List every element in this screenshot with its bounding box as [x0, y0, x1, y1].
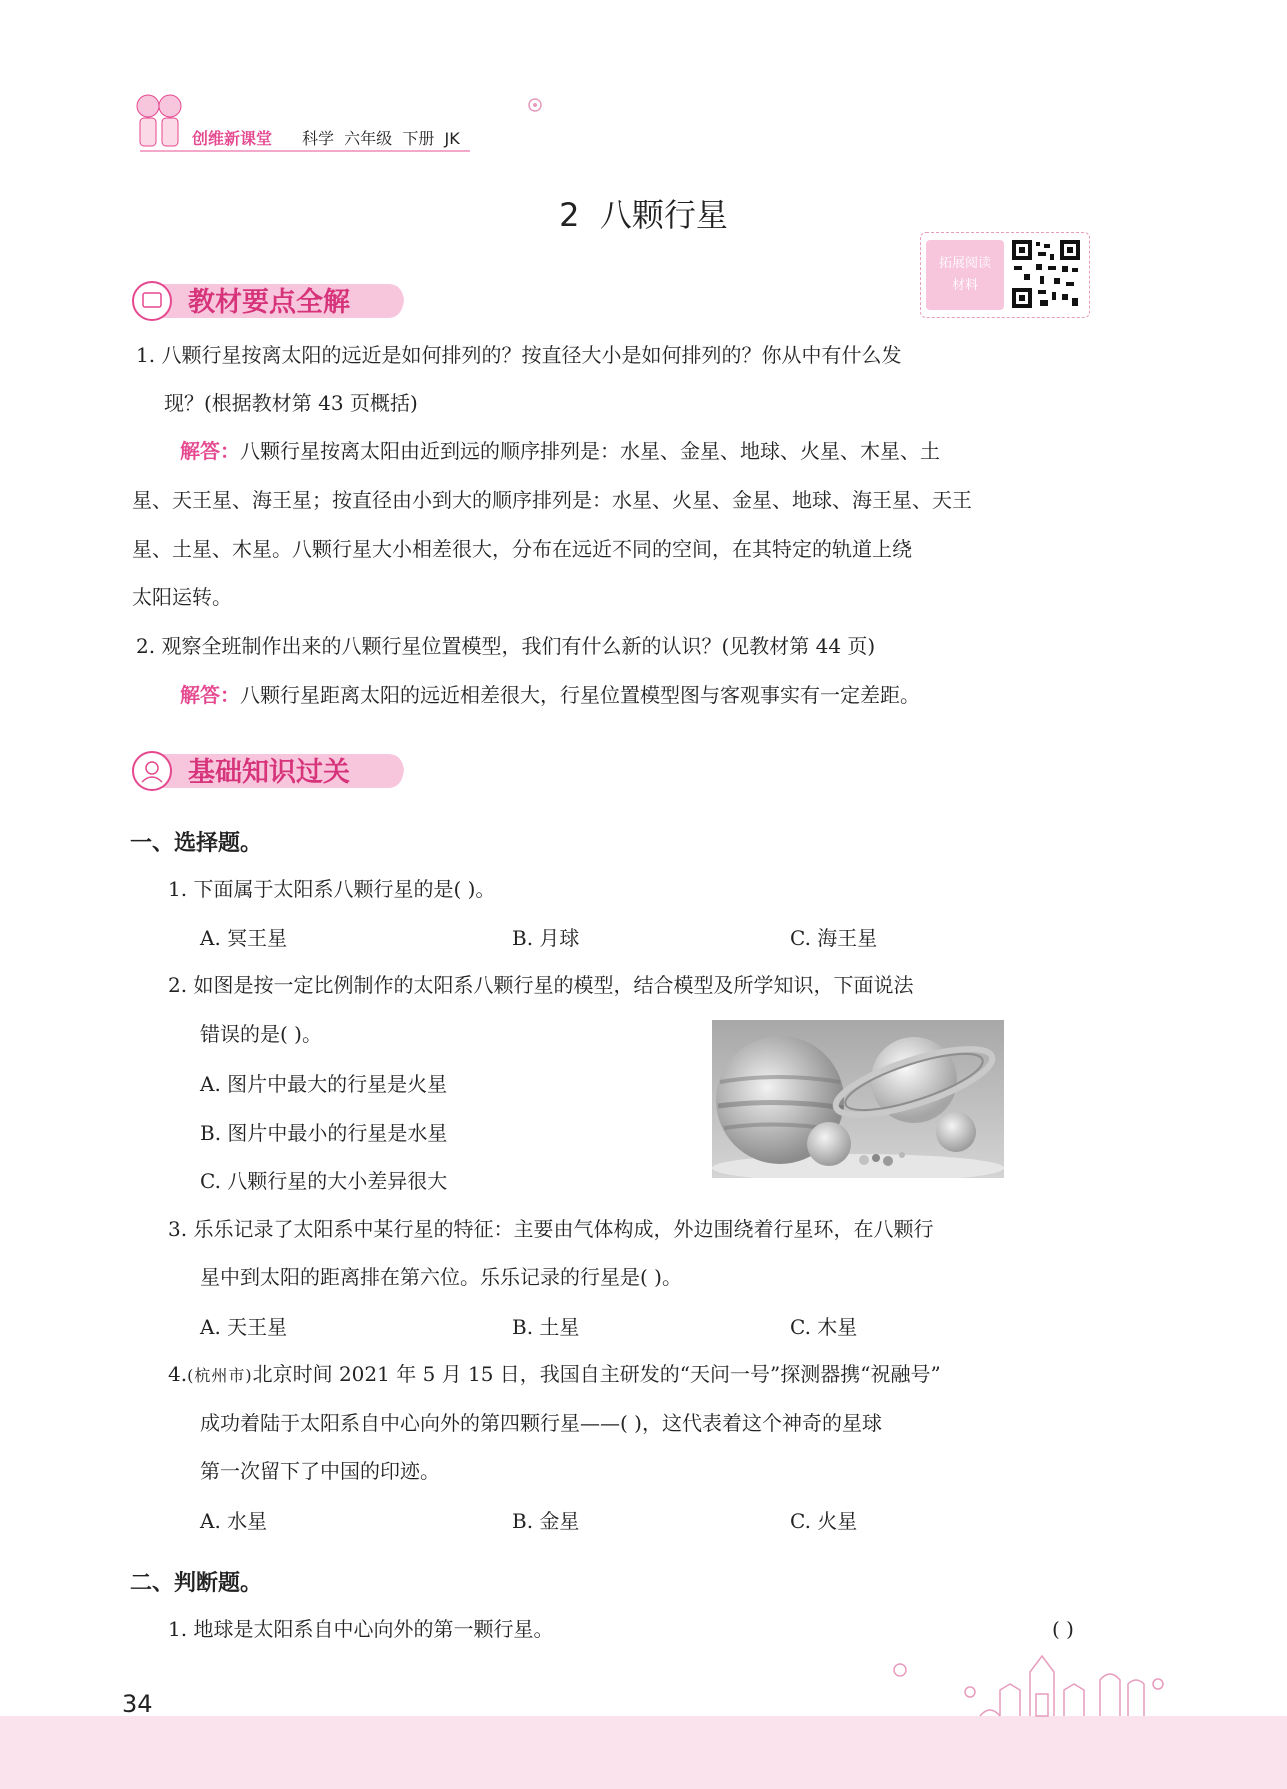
section1-title: 教材要点全解: [188, 287, 350, 318]
c3-option-a: A. 天王星: [200, 1315, 288, 1339]
q1-line1: 1. 八颗行星按离太阳的远近是如何排列的？按直径大小是如何排列的？你从中有什么发: [136, 343, 902, 367]
j1-stem: 1. 地球是太阳系自中心向外的第一颗行星。: [168, 1617, 554, 1641]
mascot-icon: [128, 88, 190, 154]
qr-label-line1: 拓展阅读: [938, 256, 991, 271]
c3-option-c: C. 木星: [790, 1315, 858, 1339]
q1-answer-line4: 太阳运转。: [132, 585, 232, 609]
j1-answer-bracket: ( ): [1052, 1617, 1074, 1641]
page-title: 2 八颗行星: [559, 196, 728, 234]
c3-option-b: B. 土星: [512, 1315, 580, 1339]
c1-option-a: A. 冥王星: [200, 926, 288, 950]
q2-line1: 2. 观察全班制作出来的八颗行星位置模型，我们有什么新的认识？(见教材第 44 页): [136, 634, 876, 658]
qr-label-line2: 材料: [951, 278, 978, 293]
c2-option-a: A. 图片中最大的行星是火星: [200, 1072, 448, 1096]
c2-stem2: 错误的是( )。: [200, 1022, 322, 1046]
q1-answer-label: 解答：: [180, 439, 240, 463]
part2-heading: 二、判断题。: [130, 1571, 263, 1596]
c4-stem1: 北京时间 2021 年 5 月 15 日，我国自主研发的“天问一号”探测器携“祝融号”: [252, 1362, 941, 1386]
q2-answer-label: 解答：: [180, 683, 240, 707]
c2-option-b: B. 图片中最小的行星是水星: [200, 1121, 448, 1145]
c4-option-c: C. 火星: [790, 1509, 858, 1533]
qr-code-icon[interactable]: [1010, 238, 1082, 310]
c3-stem1: 3. 乐乐记录了太阳系中某行星的特征：主要由气体构成，外边围绕着行星环，在八颗行: [168, 1217, 934, 1241]
c1-option-b: B. 月球: [512, 926, 580, 950]
castle-decoration-icon: [880, 1650, 1170, 1720]
q1-answer-line2: 星、天王星、海王星；按直径由小到大的顺序排列是：水星、火星、金星、地球、海王星、天王: [132, 488, 972, 512]
q1-line2: 现？(根据教材第 43 页概括): [164, 391, 418, 415]
planets-model-image: [712, 1020, 1004, 1178]
c4-tag: (杭州市): [187, 1366, 253, 1385]
c4-option-a: A. 水星: [200, 1509, 268, 1533]
flower-decoration-icon: [526, 96, 544, 114]
c1-option-c: C. 海王星: [790, 926, 878, 950]
q1-answer-line1: 八颗行星按离太阳由近到远的顺序排列是：水星、金星、地球、火星、木星、土: [240, 439, 940, 463]
section2-title: 基础知识过关: [188, 757, 350, 788]
header-brand: 创维新课堂: [192, 129, 273, 148]
footer-band: [0, 1716, 1287, 1789]
c2-option-c: C. 八颗行星的大小差异很大: [200, 1169, 448, 1193]
q2-answer-text: 八颗行星距离太阳的远近相差很大，行星位置模型图与客观事实有一定差距。: [240, 683, 920, 707]
c4-stem2: 成功着陆于太阳系自中心向外的第四颗行星——( )，这代表着这个神奇的星球: [200, 1411, 882, 1435]
c3-stem2: 星中到太阳的距离排在第六位。乐乐记录的行星是( )。: [200, 1265, 682, 1289]
q1-answer-line3: 星、土星、木星。八颗行星大小相差很大，分布在远近不同的空间，在其特定的轨道上绕: [132, 537, 912, 561]
c4-stem3: 第一次留下了中国的印迹。: [200, 1459, 440, 1483]
c4-number: 4.: [168, 1362, 188, 1386]
c2-stem1: 2. 如图是按一定比例制作的太阳系八颗行星的模型，结合模型及所学知识，下面说法: [168, 973, 914, 997]
page-number: 34: [122, 1690, 153, 1718]
part1-heading: 一、选择题。: [130, 831, 263, 856]
c4-option-b: B. 金星: [512, 1509, 580, 1533]
header-divider: [140, 150, 470, 152]
c1-stem: 1. 下面属于太阳系八颗行星的是( )。: [168, 877, 496, 901]
header-subject: 科学 六年级 下册 JK: [302, 129, 460, 148]
qr-label: [926, 240, 1004, 310]
